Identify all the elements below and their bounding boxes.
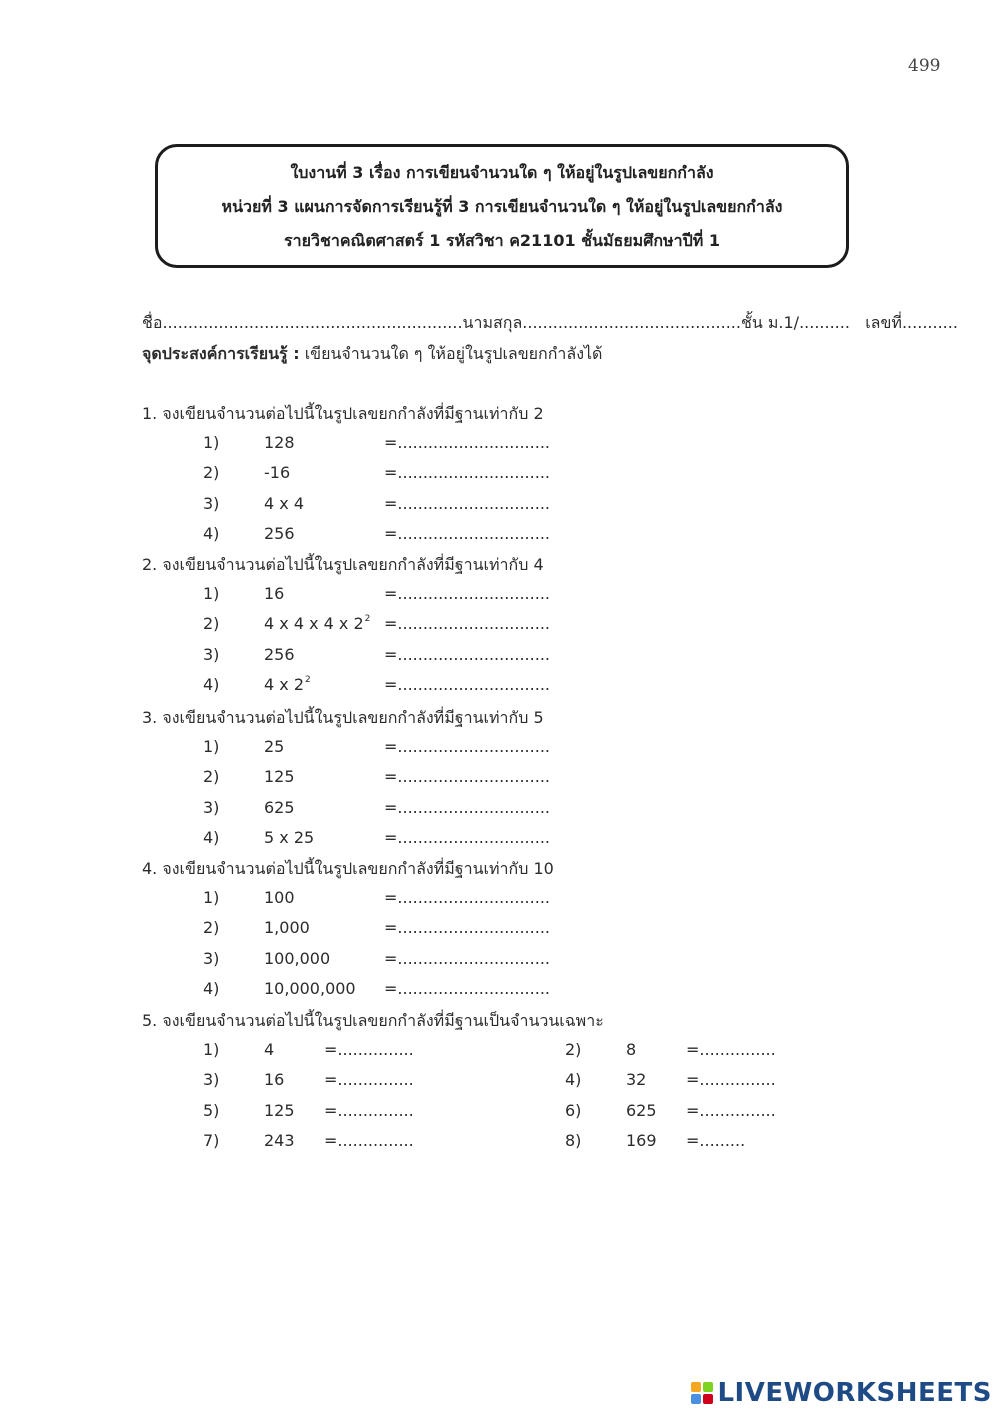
answer-blank[interactable]: =............... [324,1070,414,1089]
item-number: 2) [203,767,220,786]
item-expression: 125 [264,1100,295,1120]
question-title: 5. จงเขียนจำนวนต่อไปนี้ในรูปเลขยกกำลังที่มีฐานเป็นจำนวนเฉพาะ [142,1011,604,1030]
answer-blank[interactable]: =.............................. [384,463,550,482]
answer-blank[interactable]: =............... [324,1039,414,1059]
question-title: 1. จงเขียนจำนวนต่อไปนี้ในรูปเลขยกกำลังที่มีฐานเท่ากับ 2 [142,404,544,423]
question-title: 3. จงเขียนจำนวนต่อไปนี้ในรูปเลขยกกำลังที่มีฐานเท่ากับ 5 [142,708,544,727]
item-number: 1) [203,1039,220,1059]
item-expression [264,918,310,937]
expression-base: 1,000 [264,918,310,937]
expression-base: 10,000,000 [264,979,356,998]
item-expression [264,614,370,633]
answer-blank[interactable]: =.............................. [384,675,550,694]
name-label: ชื่อ [142,313,163,332]
item-number: 2) [203,463,220,482]
expression-base: 4 x 2 [264,675,304,694]
answer-blank[interactable]: =.............................. [384,767,550,786]
expression-base: 100 [264,887,295,907]
answer-blank[interactable]: =............... [686,1039,776,1059]
item-number: 2) [203,918,220,937]
expression-base: -16 [264,463,291,482]
header-unit: หน่วยที่ 3 แผนการจัดการเรียนรู้ที่ 3 การเขียนจำนวนใด ๆ ให้อยู่ในรูปเลขยกกำลัง [221,197,783,216]
expression-base: 25 [264,736,285,756]
item-expression [264,463,290,482]
item-number: 1) [203,736,220,756]
liveworksheets-logo-text: LIVEWORKSHEETS [717,1378,992,1408]
item-number: 4) [565,1070,582,1089]
page-number: 499 [908,56,941,76]
item-number: 4) [203,979,220,998]
answer-blank[interactable]: =............... [686,1070,776,1089]
expression-base: 256 [264,644,295,664]
item-expression [264,737,284,756]
item-number: 5) [203,1100,220,1120]
surname-blank[interactable]: ........................................... [522,313,741,332]
answer-blank[interactable]: =.............................. [384,736,550,756]
item-number: 8) [565,1131,582,1150]
item-number: 2) [565,1039,582,1059]
answer-blank[interactable]: =............... [324,1100,414,1120]
answer-blank[interactable]: =............... [324,1131,414,1150]
item-expression [264,524,295,543]
answer-blank[interactable]: =.............................. [384,948,550,968]
item-number: 1) [203,432,220,452]
objective-row [142,342,602,367]
answer-blank[interactable]: =.............................. [384,644,550,664]
item-number: 4) [203,524,220,543]
answer-blank[interactable]: =.............................. [384,432,550,452]
class-label: ชั้น ม.1/ [740,313,800,332]
item-number: 3) [203,493,220,513]
item-expression: 625 [626,1100,657,1120]
item-expression: 8 [626,1039,637,1059]
answer-blank[interactable]: =.............................. [384,828,550,847]
item-expression: 16 [264,1070,285,1089]
item-expression [264,888,295,907]
expression-exponent: 2 [364,614,371,624]
expression-base: 4 x 4 [264,493,304,513]
header-subject: รายวิชาคณิตศาสตร์ 1 รหัสวิชา ค21101 ชั้นมัธยมศึกษาปีที่ 1 [284,231,720,250]
answer-blank[interactable]: =.............................. [384,918,550,937]
expression-base: 256 [264,524,295,543]
item-expression [264,798,295,817]
item-expression [264,433,295,452]
item-expression: 169 [626,1131,657,1150]
item-number: 3) [203,948,220,968]
item-expression [264,645,295,664]
expression-exponent: 2 [305,675,311,685]
item-number: 3) [203,644,220,664]
expression-base: 16 [264,583,285,603]
expression-base: 625 [264,797,295,817]
item-number: 1) [203,583,220,603]
item-expression: 4 [264,1039,275,1059]
item-expression [264,767,295,786]
item-expression [264,979,356,998]
question-title: 4. จงเขียนจำนวนต่อไปนี้ในรูปเลขยกกำลังที่มีฐานเท่ากับ 10 [142,859,554,878]
number-label: เลขที่ [865,313,902,332]
student-info-row [142,311,958,336]
worksheet-header-box [155,144,849,268]
answer-blank[interactable]: =.............................. [384,524,550,543]
answer-blank[interactable]: =.............................. [384,887,550,907]
answer-blank[interactable]: =.............................. [384,583,550,603]
name-blank[interactable]: ........................................................... [162,313,463,332]
answer-blank[interactable]: =......... [686,1131,746,1150]
expression-base: 125 [264,767,295,786]
liveworksheets-watermark [691,1378,992,1408]
item-expression [264,949,330,968]
class-blank[interactable]: .......... [799,313,850,332]
expression-base: 5 x 25 [264,828,315,847]
item-number: 3) [203,1070,220,1089]
surname-label: นามสกุล [462,313,523,332]
expression-base: 128 [264,432,295,452]
answer-blank[interactable]: =.............................. [384,979,550,998]
item-number: 2) [203,614,220,633]
item-number: 4) [203,675,220,694]
objective-text: เขียนจำนวนใด ๆ ให้อยู่ในรูปเลขยกกำลังได้ [304,344,603,363]
number-blank[interactable]: ........... [901,313,958,332]
answer-blank[interactable]: =.............................. [384,797,550,817]
item-expression: 32 [626,1070,647,1089]
item-expression [264,828,314,847]
objective-label: จุดประสงค์การเรียนรู้ : [142,344,300,363]
header-title: ใบงานที่ 3 เรื่อง การเขียนจำนวนใด ๆ ให้อยู่ในรูปเลขยกกำลัง [290,163,714,182]
expression-base: 4 x 4 x 4 x 2 [264,614,364,633]
expression-base: 100,000 [264,948,331,968]
liveworksheets-logo-icon [691,1382,713,1404]
answer-blank[interactable]: =............... [686,1100,776,1120]
item-number: 4) [203,828,220,847]
item-number: 7) [203,1131,220,1150]
item-expression [264,675,311,694]
answer-blank[interactable]: =.............................. [384,614,550,633]
item-number: 3) [203,797,220,817]
item-number: 6) [565,1100,582,1120]
question-title: 2. จงเขียนจำนวนต่อไปนี้ในรูปเลขยกกำลังที่มีฐานเท่ากับ 4 [142,555,544,574]
item-number: 1) [203,887,220,907]
answer-blank[interactable]: =.............................. [384,493,550,513]
item-expression [264,494,304,513]
item-expression: 243 [264,1131,295,1150]
item-expression [264,584,284,603]
